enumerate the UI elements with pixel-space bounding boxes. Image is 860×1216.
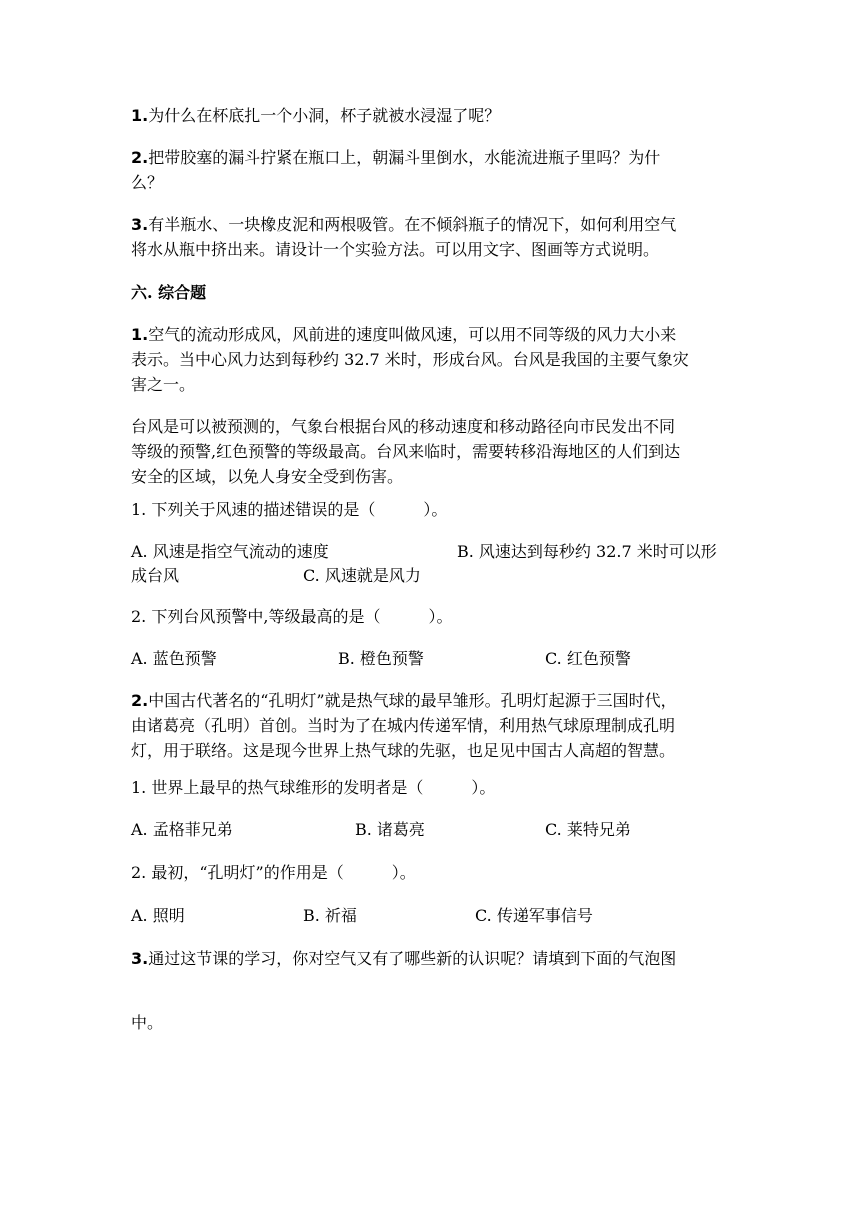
question-3-line-1 (131, 213, 731, 237)
question-number: 3. (131, 215, 149, 234)
passage-text: 通过这节课的学习，你对空气又有了哪些新的认识呢？请填到下面的气泡图 (148, 949, 677, 968)
option-b: B. 祈福 (303, 906, 357, 925)
option-a: A. 照明 (131, 906, 185, 925)
passage-2-line-1 (131, 689, 731, 713)
passage-1-line-2: 表示。当中心风力达到每秒约 32.7 米时，形成台风。台风是我国的主要气象灾 (131, 350, 689, 369)
subquestion-2: 2. 最初，“孔明灯”的作用是（ ）。 (131, 863, 416, 882)
option-c: C. 莱特兄弟 (545, 820, 631, 839)
option-b: B. 诸葛亮 (355, 820, 425, 839)
question-text: 有半瓶水、一块橡皮泥和两根吸管。在不倾斜瓶子的情况下，如何利用空气 (148, 215, 677, 234)
subquestion-1: 1. 下列关于风速的描述错误的是（ ）。 (131, 500, 448, 519)
option-a: A. 风速是指空气流动的速度 (131, 542, 329, 561)
question-1 (131, 104, 731, 128)
question-number: 2. (131, 148, 149, 167)
passage-3-line-1 (131, 947, 731, 971)
option-c: C. 传递军事信号 (475, 906, 593, 925)
option-a: A. 孟格菲兄弟 (131, 820, 233, 839)
passage-1-line-1 (131, 323, 731, 347)
question-2-line-1 (131, 146, 731, 170)
passage-1-para-2-line-3: 安全的区域，以免人身安全受到伤害。 (131, 467, 404, 486)
question-number: 1. (131, 106, 149, 125)
passage-2-line-3: 灯，用于联络。这是现今世界上热气球的先驱，也足见中国古人高超的智慧。 (131, 741, 676, 760)
subquestion-2: 2. 下列台风预警中,等级最高的是（ ）。 (131, 607, 453, 626)
question-2-line-2: 么？ (131, 173, 164, 192)
question-number: 1. (131, 325, 149, 344)
passage-1-line-3: 害之一。 (131, 375, 196, 394)
option-a: A. 蓝色预警 (131, 649, 217, 668)
option-c: C. 红色预警 (545, 649, 631, 668)
passage-3-line-2: 中。 (131, 1013, 164, 1032)
question-text: 为什么在杯底扎一个小洞，杯子就被水浸湿了呢？ (148, 106, 501, 125)
passage-2-line-2: 由诸葛亮（孔明）首创。当时为了在城内传递军情，利用热气球原理制成孔明 (131, 716, 676, 735)
option-b: B. 橙色预警 (338, 649, 424, 668)
question-text: 把带胶塞的漏斗拧紧在瓶口上，朝漏斗里倒水，水能流进瓶子里吗？为什 (148, 148, 661, 167)
passage-text: 中国古代著名的“孔明灯”就是热气球的最早雏形。孔明灯起源于三国时代， (148, 691, 677, 710)
option-b: B. 风速达到每秒约 32.7 米时可以形 (457, 542, 717, 561)
question-3-line-2: 将水从瓶中挤出来。请设计一个实验方法。可以用文字、图画等方式说明。 (131, 240, 660, 259)
option-b-continued: 成台风 (131, 566, 180, 585)
passage-text: 空气的流动形成风，风前进的速度叫做风速，可以用不同等级的风力大小来 (148, 325, 677, 344)
section-heading: 六. 综合题 (131, 283, 207, 302)
option-c: C. 风速就是风力 (303, 566, 421, 585)
question-number: 2. (131, 691, 149, 710)
question-number: 3. (131, 949, 149, 968)
passage-1-para-2-line-2: 等级的预警,红色预警的等级最高。台风来临时，需要转移沿海地区的人们到达 (131, 442, 681, 461)
subquestion-1: 1. 世界上最早的热气球维形的发明者是（ ）。 (131, 778, 496, 797)
passage-1-para-2-line-1: 台风是可以被预测的，气象台根据台风的移动速度和移动路径向市民发出不同 (131, 417, 676, 436)
